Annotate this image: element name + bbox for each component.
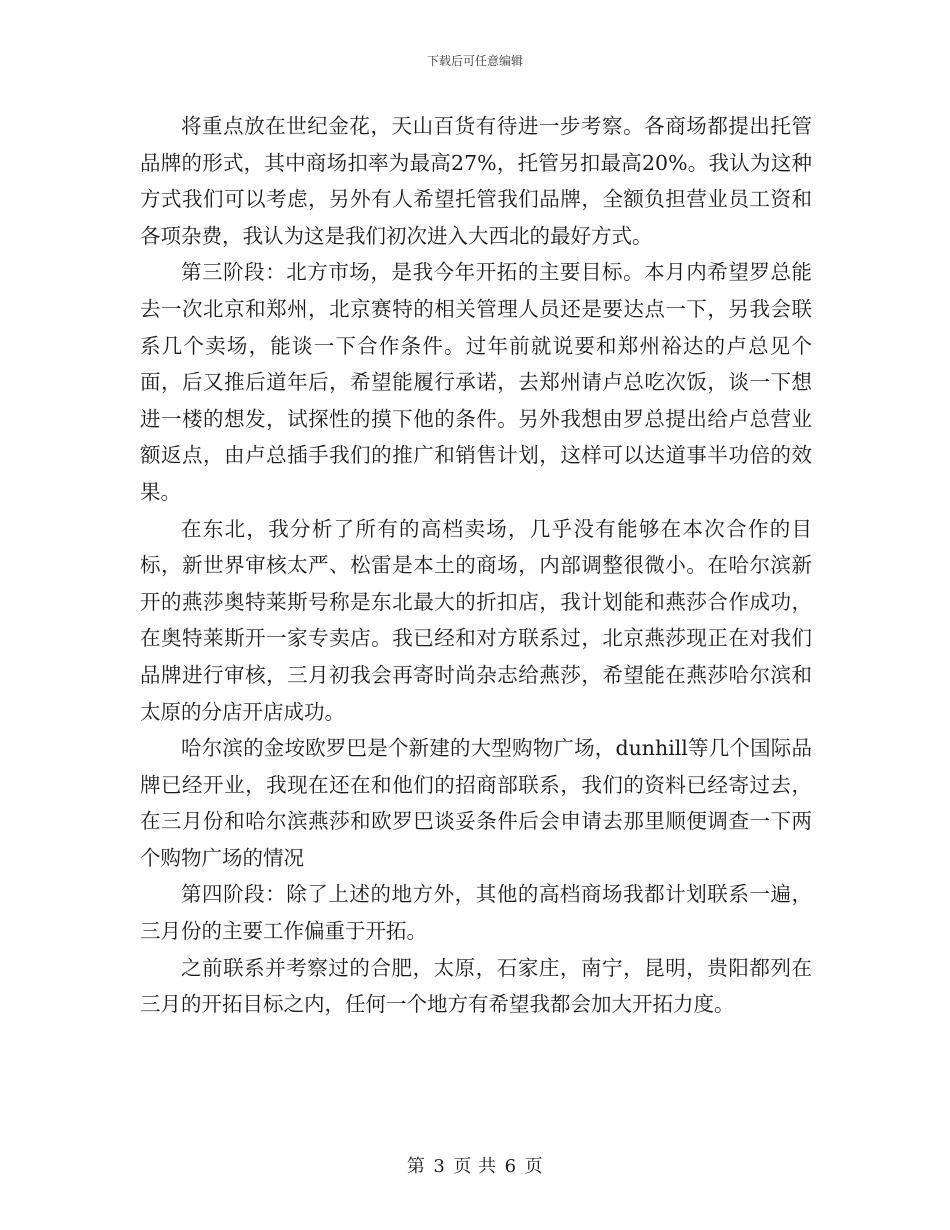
footer-suffix: 页 xyxy=(524,1156,544,1177)
page-footer xyxy=(0,1152,950,1178)
document-body xyxy=(140,108,812,1023)
paragraph-1: 将重点放在世纪金花，天山百货有待进一步考察。各商场都提出托管品牌的形式，其中商场扣率为最高27%，托管另扣最高20%。我认为这种方式我们可以考虑，另外有人希望托管我们品牌，全额负担营业员工资和各项杂费，我认为这是我们初次进入大西北的最好方式。 xyxy=(140,114,812,248)
paragraph-3: 在东北，我分析了所有的高档卖场，几乎没有能够在本次合作的目标，新世界审核太严、松雷是本土的商场，内部调整很微小。在哈尔滨新开的燕莎奥特莱斯号称是东北最大的折扣店，我计划能和燕莎合作成功，在奥特莱斯开一家专卖店。我已经和对方联系过，北京燕莎现正在对我们品牌进行审核，三月初我会再寄时尚杂志给燕莎，希望能在燕莎哈尔滨和太原的分店开店成功。 xyxy=(140,516,812,724)
footer-total-pages: 6 xyxy=(504,1156,517,1177)
footer-middle: 页 共 xyxy=(453,1156,497,1177)
paragraph-2: 第三阶段：北方市场，是我今年开拓的主要目标。本月内希望罗总能去一次北京和郑州，北京赛特的相关管理人员还是要达点一下，另我会联系几个卖场，能谈一下合作条件。过年前就说要和郑州裕达的卢总见个面，后又推后道年后，希望能履行承诺，去郑州请卢总吃次饭，谈一下想进一楼的想发，试探性的摸下他的条件。另外我想由罗总提出给卢总营业额返点，由卢总插手我们的推广和销售计划，这样可以达道事半功倍的效果。 xyxy=(140,260,812,504)
footer-prefix: 第 xyxy=(406,1156,426,1177)
paragraph-6: 之前联系并考察过的合肥，太原，石家庄，南宁，昆明，贵阳都列在三月的开拓目标之内，任何一个地方有希望我都会加大开拓力度。 xyxy=(140,955,812,1017)
footer-current-page: 3 xyxy=(433,1156,446,1177)
header-note: 下载后可任意编辑 xyxy=(426,54,523,68)
paragraph-4: 哈尔滨的金垵欧罗巴是个新建的大型购物广场，dunhill等几个国际品牌已经开业，我现在还在和他们的招商部联系，我们的资料已经寄过去，在三月份和哈尔滨燕莎和欧罗巴谈妥条件后会申请去那里顺便调查一下两个购物广场的情况 xyxy=(140,736,812,870)
paragraph-5: 第四阶段：除了上述的地方外，其他的高档商场我都计划联系一遍，三月份的主要工作偏重于开拓。 xyxy=(140,882,812,944)
